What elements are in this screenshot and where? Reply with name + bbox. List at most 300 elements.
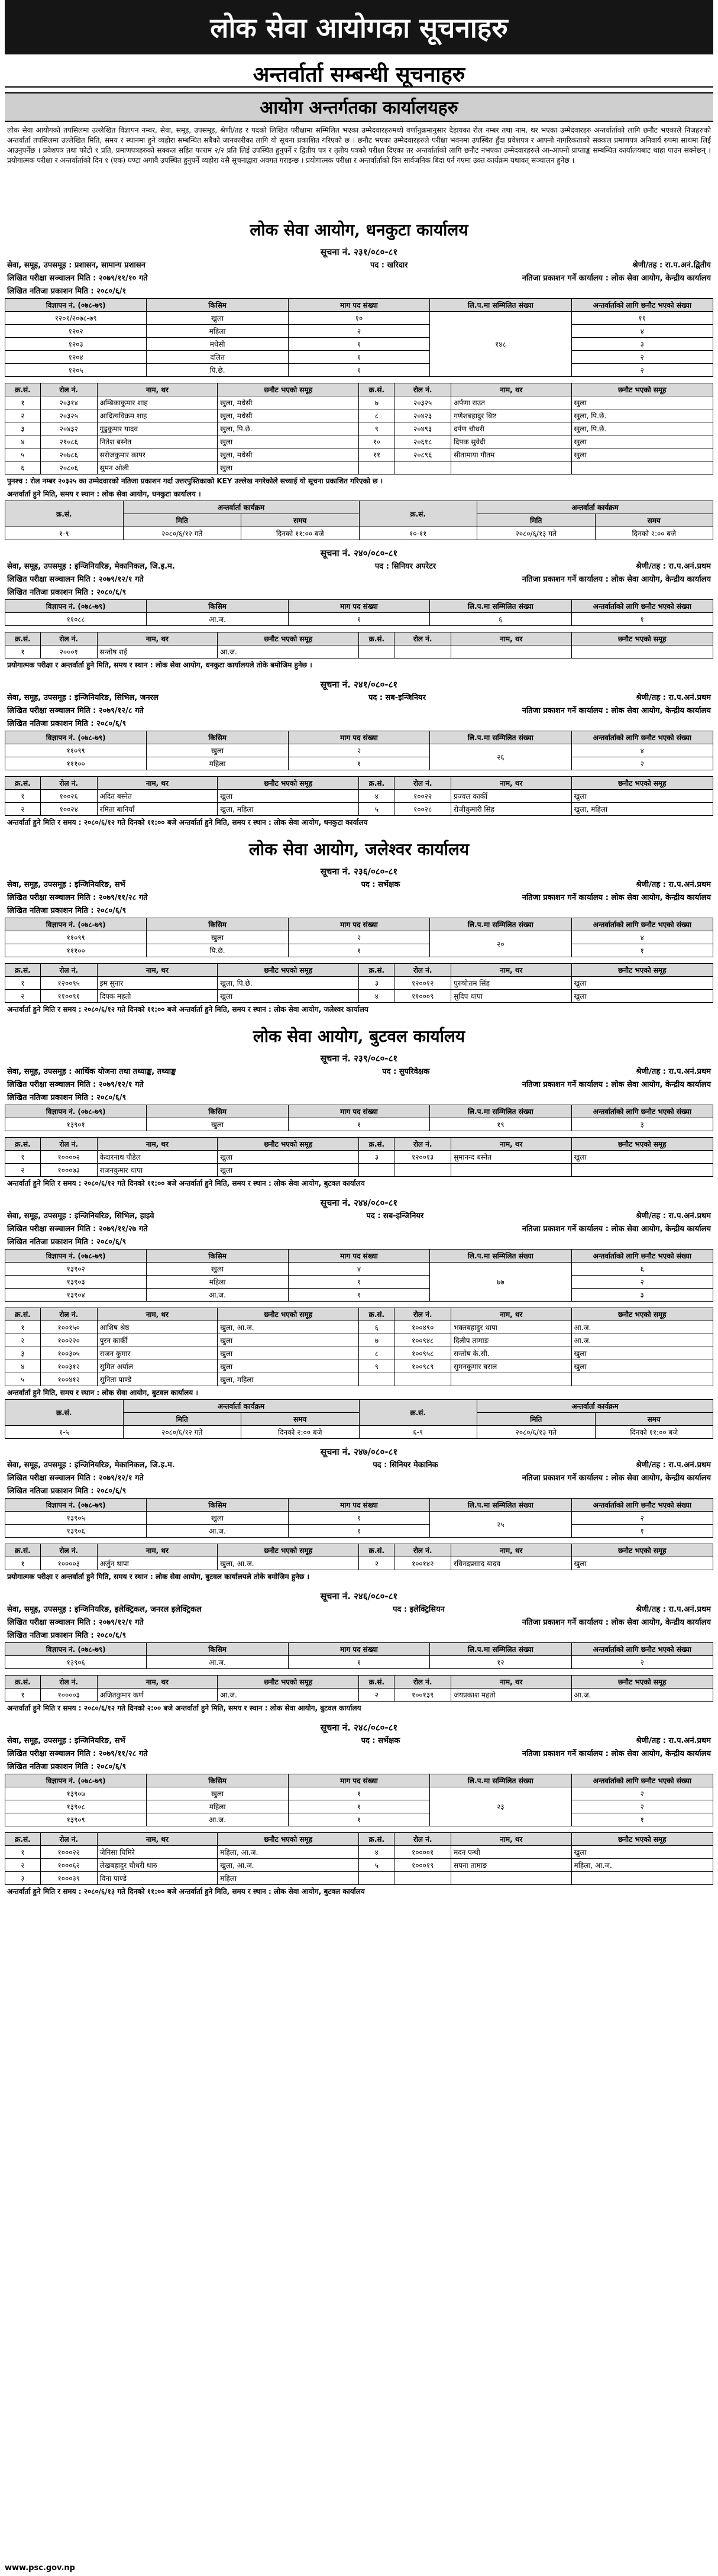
candidate-name: सरोजकुमार कापर	[97, 448, 217, 461]
column-header: किसिम	[147, 1774, 288, 1787]
candidate-row	[5, 1347, 713, 1360]
advert-number: १२०३	[5, 338, 147, 351]
column-header: क्र.सं.	[359, 777, 394, 790]
advert-row	[5, 364, 713, 377]
advert-type: आ.ज.	[147, 1525, 288, 1538]
roll-number: १००९५८	[394, 1347, 451, 1360]
serial-number: १	[5, 1321, 41, 1334]
column-header: विज्ञापन नं. (०७८-७९)	[5, 1643, 147, 1656]
selected-group: खुला	[571, 1347, 713, 1360]
column-header: नाम, थर	[97, 1308, 217, 1321]
candidate-name: सुनिता पाण्डे	[97, 1373, 217, 1386]
sat-count: १२	[430, 1656, 571, 1669]
office-title: लोक सेवा आयोग, धनकुटा कार्यालय	[250, 220, 468, 240]
exam-date: लिखित परीक्षा सञ्चालन मिति : २०७९/११/२८ गते	[7, 1749, 148, 1758]
advert-type: पि.छे.	[147, 944, 288, 957]
column-header: नाम, थर	[97, 632, 217, 645]
roll-number: १००००२	[40, 1151, 97, 1164]
selected-group: महिला	[218, 1872, 359, 1885]
candidate-row	[5, 1557, 713, 1570]
advert-type: आ.ज.	[147, 1813, 288, 1826]
column-header: क्र.सं.	[359, 1833, 394, 1846]
selected-group: खुला, महिला	[218, 803, 359, 816]
result-office: नतिजा प्रकाशन गर्ने कार्यालय : लोक सेवा आयोग, केन्द्रीय कार्यालय	[522, 706, 711, 715]
candidate-name: सन्तोष के.सी.	[451, 1347, 571, 1360]
column-header: लि.प.मा सम्मिलित संख्या	[430, 1774, 571, 1787]
passed-count: २	[571, 364, 713, 377]
column-header: क्र.सं.	[5, 777, 41, 790]
selected-group: खुला, मधेसी	[218, 448, 359, 461]
candidate-name: दर्पण चौधरी	[451, 422, 571, 435]
service-group: सेवा, समूह, उपसमूह : इन्जिनियरिङ, सिभिल, जनरल	[7, 693, 159, 702]
interview-place: अन्तर्वार्ता हुने मिति, समय र स्थान : लोक सेवा आयोग, धनकुटा कार्यालय ।	[7, 490, 201, 498]
selected-group: खुला	[218, 1151, 359, 1164]
post-name: पद : सर्भेक्षक	[361, 1736, 400, 1745]
column-header: नाम, थर	[451, 1308, 571, 1321]
exam-date: लिखित परीक्षा सञ्चालन मिति : २०७९/१२/८ गते	[7, 706, 144, 715]
level-name: श्रेणी/तह : रा.प.अनं.प्रथम	[636, 880, 711, 889]
selected-group: खुला	[571, 448, 713, 461]
interview-date: २०८०/६/१३ गते	[477, 1426, 596, 1439]
selected-group: खुला	[571, 396, 713, 409]
interview-time: दिनको ११:०० बजे	[595, 1426, 713, 1439]
roll-number: १२००१२	[394, 977, 451, 990]
advert-type: आ.ज.	[147, 1656, 288, 1669]
advert-row	[5, 613, 713, 626]
column-header: समय	[595, 514, 713, 527]
selected-group: आ.ज.	[571, 1321, 713, 1334]
advert-number: ११०९९	[5, 744, 147, 757]
roll-number: २०३२५	[40, 409, 97, 422]
selected-group: खुला	[218, 1347, 359, 1360]
candidate-name: राजन कुमार	[97, 1347, 217, 1360]
offices-heading: आयोग अन्तर्गतका कार्यालयहरु	[5, 92, 713, 122]
exam-meta	[5, 272, 713, 285]
selected-group: खुला, महिला	[571, 803, 713, 816]
serial-number: १	[5, 396, 41, 409]
advert-header-row	[5, 1250, 713, 1263]
candidate-header-row	[5, 1544, 713, 1557]
result-office: नतिजा प्रकाशन गर्ने कार्यालय : लोक सेवा आयोग, केन्द्रीय कार्यालय	[522, 1080, 711, 1089]
candidate-header-row	[5, 777, 713, 790]
candidate-name: विना पाण्डे	[97, 1872, 217, 1885]
advert-row	[5, 1512, 713, 1525]
candidate-name: अर्पणा राउत	[451, 396, 571, 409]
column-header: अन्तर्वार्ताको लागि छनौट भएको संख्या	[571, 299, 713, 312]
practical-interview-info: प्रयोगात्मक परीक्षा र अन्तर्वार्ता हुने मिति, समय र स्थान : लोक सेवा आयोग, बुटवल कार्यालयले तोके बमोजिम हुनेछ ।	[7, 1573, 310, 1581]
advert-number: १३९०६	[5, 1525, 147, 1538]
roll-number: १०००२२	[40, 1846, 97, 1859]
column-header: नाम, थर	[97, 964, 217, 977]
advert-row	[5, 1276, 713, 1289]
advert-number: १२०५	[5, 364, 147, 377]
spacer	[5, 1538, 713, 1544]
advert-row	[5, 931, 713, 944]
advert-number: १११००	[5, 757, 147, 770]
column-header: क्र.सं.	[5, 501, 124, 527]
serial-number: ५	[5, 1373, 41, 1386]
result-date: लिखित नतिजा प्रकाशन मिति : २०८०/६/१	[7, 287, 127, 296]
column-header: लि.प.मा सम्मिलित संख्या	[430, 1643, 571, 1656]
passed-count: ३	[571, 1118, 713, 1131]
column-header: किसिम	[147, 600, 288, 613]
column-header: किसिम	[147, 1499, 288, 1512]
advert-type: आ.ज.	[147, 1289, 288, 1302]
exam-meta	[5, 892, 713, 905]
candidate-name: रोजीकुमारी सिंह	[451, 803, 571, 816]
demand-count: २	[288, 744, 429, 757]
result-office: नतिजा प्रकाशन गर्ने कार्यालय : लोक सेवा आयोग, केन्द्रीय कार्यालय	[522, 893, 711, 902]
column-header: क्र.सं.	[359, 501, 477, 527]
column-header: माग पद संख्या	[288, 1250, 429, 1263]
candidate-row	[5, 790, 713, 803]
level-name: श्रेणी/तह : रा.प.अनं.प्रथम	[636, 562, 711, 571]
column-header: मिति	[477, 514, 596, 527]
column-header: किसिम	[147, 1105, 288, 1118]
candidate-name: दिपक सुवेदी	[451, 435, 571, 448]
selected-group: खुला	[571, 1151, 713, 1164]
result-meta	[5, 905, 713, 918]
serial-number: २	[359, 1689, 394, 1702]
demand-count: १	[288, 944, 429, 957]
spacer	[5, 672, 713, 677]
candidate-header-row	[5, 1833, 713, 1846]
advert-row	[5, 1118, 713, 1131]
selected-group	[571, 1373, 713, 1386]
column-header: माग पद संख्या	[288, 299, 429, 312]
spacer	[5, 540, 713, 546]
result-meta	[5, 718, 713, 731]
roll-number: २०७८६	[40, 448, 97, 461]
spacer	[5, 1826, 713, 1832]
candidate-row	[5, 1360, 713, 1373]
roll-number: १०००३९	[40, 1872, 97, 1885]
service-group: सेवा, समूह, उपसमूह : इन्जिनियरिङ, सिभिल, हाइवे	[7, 1212, 154, 1221]
column-header: लि.प.मा सम्मिलित संख्या	[430, 918, 571, 931]
exam-date: लिखित परीक्षा सञ्चालन मिति : २०७९/११/२८ गते	[7, 893, 148, 902]
candidate-row	[5, 1151, 713, 1164]
column-header: नाम, थर	[451, 383, 571, 396]
exam-meta	[5, 573, 713, 586]
roll-number: २०३२५	[394, 396, 451, 409]
spacer	[5, 1016, 713, 1022]
serial-number: २	[5, 803, 41, 816]
advert-type: खुला	[147, 931, 288, 944]
site-url[interactable]: www.psc.gov.np	[5, 2564, 75, 2572]
result-office: नतिजा प्रकाशन गर्ने कार्यालय : लोक सेवा आयोग, केन्द्रीय कार्यालय	[522, 1618, 711, 1627]
advert-row	[5, 312, 713, 325]
serial-number: ३	[5, 1347, 41, 1360]
serial-number: २	[5, 1164, 41, 1177]
advert-type: दलित	[147, 351, 288, 364]
candidate-header-row	[5, 383, 713, 396]
interview-date: २०८०/६/१३ गते	[477, 527, 596, 540]
schedule-header-row	[5, 501, 713, 514]
serial-number: ५	[359, 803, 394, 816]
column-header: रोल नं.	[394, 1308, 451, 1321]
serial-number: ६	[359, 1321, 394, 1334]
passed-count: २	[571, 1276, 713, 1289]
service-group: सेवा, समूह, उपसमूह : प्रशासन, सामान्य प्रशासन	[7, 261, 145, 270]
column-header: अन्तर्वार्ताको लागि छनौट भएको संख्या	[571, 1643, 713, 1656]
demand-count: १	[288, 338, 429, 351]
roll-number	[394, 645, 451, 658]
column-header: क्र.सं.	[359, 383, 394, 396]
roll-number: १००००३	[40, 1557, 97, 1570]
candidate-name: सुदिप थापा	[451, 990, 571, 1003]
advert-number: १३९०६	[5, 1656, 147, 1669]
level-name: श्रेणी/तह : रा.प.अनं.प्रथम	[636, 1067, 711, 1076]
interview-schedule-table	[5, 501, 713, 540]
sat-count: २६	[430, 744, 571, 770]
notice-number: सूचना नं. २४४/०८०-८१	[320, 1197, 398, 1208]
candidate-row	[5, 396, 713, 409]
roll-number: १००१३९	[394, 1689, 451, 1702]
candidate-row	[5, 1872, 713, 1885]
exam-date: लिखित परीक्षा सञ्चालन मिति : २०७९/१२/१ गते	[7, 1474, 144, 1483]
candidate-name: अजितकुमार कर्ण	[97, 1689, 217, 1702]
candidate-name: दिपक महतो	[97, 990, 217, 1003]
candidate-header-row	[5, 964, 713, 977]
spacer	[5, 1131, 713, 1137]
roll-number: २०८९६	[394, 448, 451, 461]
column-header: रोल नं.	[394, 632, 451, 645]
advert-row	[5, 1525, 713, 1538]
column-header: रोल नं.	[394, 1138, 451, 1151]
column-header: नाम, थर	[97, 1138, 217, 1151]
column-header: अन्तर्वार्ताको लागि छनौट भएको संख्या	[571, 1105, 713, 1118]
notice-section	[5, 1720, 713, 1904]
column-header: नाम, थर	[97, 383, 217, 396]
candidate-name: सुमित अर्याल	[97, 1360, 217, 1373]
serial-range: १-५	[5, 1426, 124, 1439]
sat-count: २५	[430, 1512, 571, 1538]
notice-number: सूचना नं. २४१/०८०-८१	[320, 679, 398, 690]
result-meta	[5, 1485, 713, 1498]
selected-group: खुला, आ.ज.	[218, 1557, 359, 1570]
exam-date: लिखित परीक्षा सञ्चालन मिति : २०७९/११/१० गते	[7, 274, 148, 283]
candidate-name: सीतामाया गौतम	[451, 448, 571, 461]
column-header: विज्ञापन नं. (०७८-७९)	[5, 1499, 147, 1512]
column-header: नाम, थर	[451, 964, 571, 977]
column-header: विज्ञापन नं. (०७८-७९)	[5, 1105, 147, 1118]
notice-section	[5, 245, 713, 546]
selected-group: आ.ज.	[218, 645, 359, 658]
passed-count: ३	[571, 1289, 713, 1302]
sat-count: ७७	[430, 1263, 571, 1302]
roll-number: १००२२	[394, 790, 451, 803]
result-meta	[5, 1761, 713, 1774]
column-header: नाम, थर	[97, 1544, 217, 1557]
candidate-row	[5, 1846, 713, 1859]
advert-number: १२०४	[5, 351, 147, 364]
candidate-name: सुमानन्द बस्नेत	[451, 1151, 571, 1164]
result-meta	[5, 285, 713, 298]
passed-count: ४	[571, 325, 713, 338]
advert-table	[5, 1498, 713, 1538]
column-header: नाम, थर	[451, 1138, 571, 1151]
serial-number: ७	[359, 396, 394, 409]
serial-number: ११	[359, 448, 394, 461]
candidate-name: सपना तामाङ	[451, 1859, 571, 1872]
column-header: किसिम	[147, 1643, 288, 1656]
candidate-table	[5, 1137, 713, 1177]
serial-number: ९	[359, 422, 394, 435]
exam-date: लिखित परीक्षा सञ्चालन मिति : २०७९/१२/१ गते	[7, 1080, 144, 1089]
serial-number: ८	[359, 409, 394, 422]
selected-group: खुला, पि.छे.	[218, 977, 359, 990]
notice-number: सूचना नं. २४०/०८०-८१	[320, 548, 398, 559]
spacer	[5, 1190, 713, 1196]
spacer	[5, 1302, 713, 1308]
roll-number: २०४९३	[394, 422, 451, 435]
sat-count: २०	[430, 931, 571, 957]
advert-row	[5, 1263, 713, 1276]
roll-number: २०३१४	[40, 396, 97, 409]
serial-number	[359, 1373, 394, 1386]
candidate-table	[5, 1544, 713, 1570]
candidate-name: जयप्रकाश महतो	[451, 1689, 571, 1702]
sat-count: १९	[430, 1118, 571, 1131]
candidate-row	[5, 448, 713, 461]
advert-table	[5, 1774, 713, 1826]
demand-count: ४	[288, 1263, 429, 1276]
advert-number: १३९०९	[5, 1813, 147, 1826]
column-header: अन्तर्वार्ताको लागि छनौट भएको संख्या	[571, 918, 713, 931]
exam-date: लिखित परीक्षा सञ्चालन मिति : २०७९/१२/१ गते	[7, 575, 144, 584]
candidate-name: इम सुनार	[97, 977, 217, 990]
advert-header-row	[5, 1499, 713, 1512]
candidate-name: भक्तबहादुर थापा	[451, 1321, 571, 1334]
notice-meta	[5, 692, 713, 705]
candidate-row	[5, 1859, 713, 1872]
notice-list	[5, 215, 713, 1904]
candidate-table	[5, 1832, 713, 1885]
advert-table	[5, 918, 713, 957]
spacer	[5, 1583, 713, 1589]
candidate-name: पुरुषोत्तम सिंह	[451, 977, 571, 990]
exam-date: लिखित परीक्षा सञ्चालन मिति : २०७९/११/२७ गते	[7, 1225, 148, 1234]
level-name: श्रेणी/तह : रा.प.अनं.द्वितीय	[632, 261, 711, 270]
post-name: पद : सिनियर मेकानिक	[373, 1461, 438, 1470]
advert-header-row	[5, 731, 713, 744]
post-name: पद : सब-इन्जिनियर	[368, 693, 426, 702]
passed-count: ३	[571, 338, 713, 351]
result-meta	[5, 1092, 713, 1105]
column-header: रोल नं.	[40, 383, 97, 396]
column-header: छनौट भएको समूह	[218, 1833, 359, 1846]
candidate-name: प्रज्वल कार्की	[451, 790, 571, 803]
serial-number: ४	[359, 990, 394, 1003]
column-header: क्र.सं.	[359, 1544, 394, 1557]
selected-group: आ.ज.	[571, 1334, 713, 1347]
column-header: विज्ञापन नं. (०७८-७९)	[5, 731, 147, 744]
demand-count: १	[288, 757, 429, 770]
selected-group: खुला, पि.छे.	[571, 422, 713, 435]
result-office: नतिजा प्रकाशन गर्ने कार्यालय : लोक सेवा आयोग, केन्द्रीय कार्यालय	[522, 274, 711, 283]
notice-subheading: अन्तर्वार्ता सम्बन्धी सूचनाहरु	[5, 59, 713, 88]
advert-table	[5, 298, 713, 377]
advert-header-row	[5, 918, 713, 931]
notice-number: सूचना नं. २४६/०८०-८१	[320, 1591, 398, 1602]
serial-number	[359, 645, 394, 658]
candidate-row	[5, 1689, 713, 1702]
candidate-header-row	[5, 1308, 713, 1321]
candidate-name: लेखबहादुर चौधरी थारु	[97, 1859, 217, 1872]
roll-number: १००३१२	[40, 1360, 97, 1373]
roll-number: १००३०५	[40, 1347, 97, 1360]
result-date: लिखित नतिजा प्रकाशन मिति : २०८०/६/९	[7, 1631, 127, 1640]
column-header: विज्ञापन नं. (०७८-७९)	[5, 1250, 147, 1263]
roll-number: १२००९५	[40, 977, 97, 990]
interview-schedule-table	[5, 1399, 713, 1439]
notice-meta	[5, 1603, 713, 1616]
sat-count: २३	[430, 1787, 571, 1826]
column-header: छनौट भएको समूह	[571, 1676, 713, 1689]
roll-number: १००२६	[40, 790, 97, 803]
column-header: माग पद संख्या	[288, 1499, 429, 1512]
advert-row	[5, 1813, 713, 1826]
selected-group: खुला	[571, 1360, 713, 1373]
serial-number	[359, 461, 394, 474]
selected-group: खुला	[218, 435, 359, 448]
notice-meta	[5, 560, 713, 573]
column-header: अन्तर्वार्ता कार्यक्रम	[123, 1400, 359, 1413]
candidate-name: गणेशबहादुर बिष्ट	[451, 409, 571, 422]
column-header: नाम, थर	[451, 1676, 571, 1689]
result-meta	[5, 586, 713, 599]
column-header: रोल नं.	[40, 1308, 97, 1321]
service-group: सेवा, समूह, उपसमूह : आर्थिक योजना तथा तथ्याङ्क, तथ्याङ्क	[7, 1067, 176, 1076]
candidate-table	[5, 963, 713, 1003]
exam-meta	[5, 1472, 713, 1485]
column-header: क्र.सं.	[5, 1400, 124, 1426]
demand-count: १	[288, 1656, 429, 1669]
advert-number: १३९०३	[5, 1276, 147, 1289]
column-header: समय	[241, 514, 360, 527]
advert-number: १३९०२	[5, 1263, 147, 1276]
selected-group: खुला	[571, 790, 713, 803]
postscript-note: पुनश्च : रोल नम्बर २०३२५ का उम्मेदवारको नतिजा प्रकाशन गर्दा उत्तरपुस्तिकाको KEY उल्लेख नगरेकोले सच्याई यो सूचना प्रकाशित गरिएको छ ।	[7, 477, 383, 485]
roll-number: १००४९०	[394, 1321, 451, 1334]
column-header: छनौट भएको समूह	[218, 964, 359, 977]
advert-row	[5, 325, 713, 338]
selected-group: खुला, पि.छे.	[571, 409, 713, 422]
demand-count: १	[288, 1525, 429, 1538]
interview-date: २०८०/६/१२ गते	[123, 1426, 241, 1439]
selected-group: खुला, पि.छे.	[218, 422, 359, 435]
column-header: नाम, थर	[451, 777, 571, 790]
exam-meta	[5, 1223, 713, 1236]
passed-count: २	[571, 1800, 713, 1813]
roll-number	[394, 1872, 451, 1885]
passed-count: २	[571, 1656, 713, 1669]
selected-group: आ.ज.	[571, 1689, 713, 1702]
column-header: छनौट भएको समूह	[571, 1138, 713, 1151]
demand-count: १	[288, 613, 429, 626]
candidate-table	[5, 632, 713, 658]
roll-number: २०८०६	[40, 461, 97, 474]
column-header: नाम, थर	[97, 1833, 217, 1846]
column-header: अन्तर्वार्ताको लागि छनौट भएको संख्या	[571, 600, 713, 613]
candidate-row	[5, 422, 713, 435]
interview-info: अन्तर्वार्ता हुने मिति र समय : २०८०/६/१२ गते दिनको २:०० बजे अन्तर्वार्ता हुने मिति, समय र स्थान : लोक सेवा आयोग, बुटवल कार्यालय	[7, 1704, 361, 1712]
column-header: किसिम	[147, 731, 288, 744]
candidate-name	[451, 1164, 571, 1177]
result-date: लिखित नतिजा प्रकाशन मिति : २०८०/६/९	[7, 719, 127, 728]
demand-count: १	[288, 1276, 429, 1289]
column-header: अन्तर्वार्ता कार्यक्रम	[123, 501, 359, 514]
